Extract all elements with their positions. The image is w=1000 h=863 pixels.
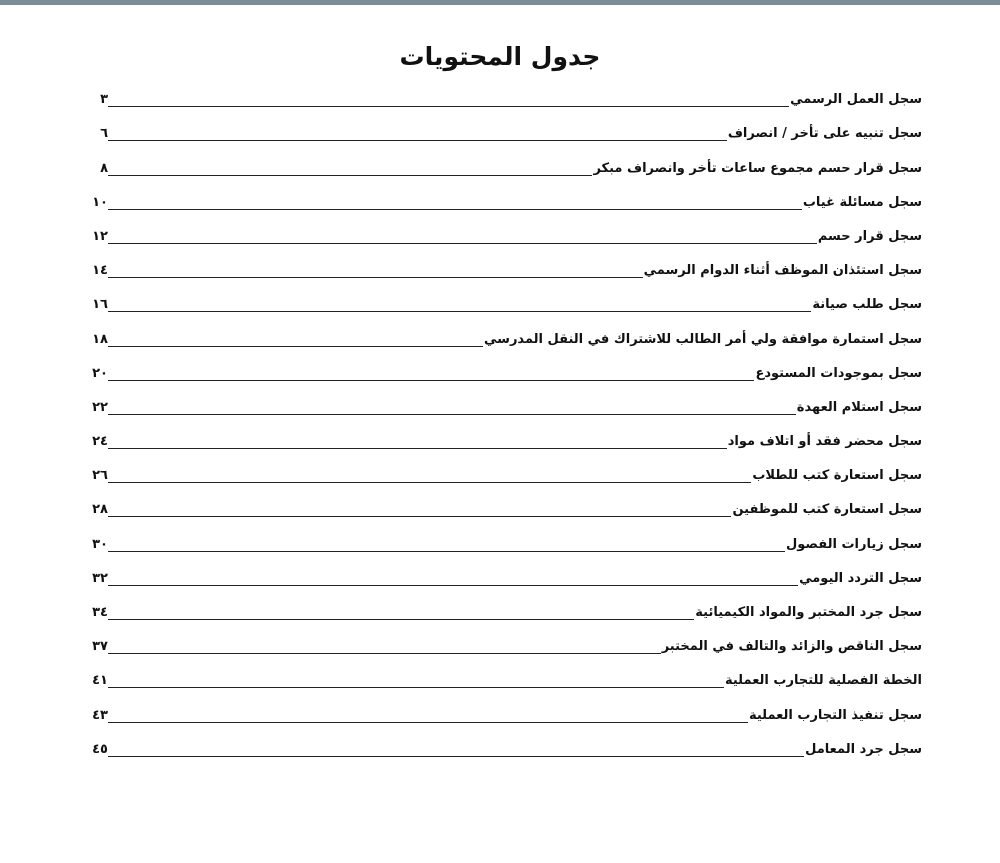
toc-leader-line	[108, 687, 724, 688]
toc-entry-title: الخطة الفصلية للتجارب العملية	[724, 673, 922, 689]
toc-entry-title: سجل استئذان الموظف أثناء الدوام الرسمي	[643, 263, 922, 279]
toc-entry	[80, 285, 922, 319]
toc-leader-line	[108, 209, 802, 210]
toc-entry-title: سجل زيارات الفصول	[786, 536, 922, 552]
toc-entry-title: سجل جرد المعامل	[805, 741, 922, 757]
toc-entry-title: سجل العمل الرسمي	[790, 92, 922, 108]
toc-entry-page-number: ٣	[100, 92, 108, 108]
toc-entry	[80, 524, 922, 558]
toc-entry-page-number: ٢٦	[92, 468, 108, 484]
toc-entry	[80, 319, 922, 353]
toc-entry-title: سجل طلب صيانة	[812, 297, 922, 313]
toc-entry	[80, 422, 922, 456]
top-border-bar	[0, 0, 1000, 5]
toc-entry	[80, 661, 922, 695]
toc-entry-title: سجل استعارة كتب للموظفين	[732, 502, 922, 518]
toc-entry-page-number: ١٨	[92, 331, 108, 347]
toc-entry-page-number: ١٤	[92, 263, 108, 279]
toc-leader-line	[108, 722, 748, 723]
toc-entry-title: سجل قرار حسم مجموع ساعات تأخر وانصراف مبكر	[593, 160, 922, 176]
toc-leader-line	[108, 175, 592, 176]
toc-entry-page-number: ٣٧	[92, 639, 108, 655]
toc-leader-line	[108, 516, 731, 517]
toc-entry-title: سجل استمارة موافقة ولي أمر الطالب للاشتراك في النقل المدرسي	[484, 331, 922, 347]
toc-leader-line	[108, 414, 796, 415]
toc-entry-page-number: ٣٠	[92, 536, 108, 552]
toc-entry	[80, 217, 922, 251]
toc-leader-line	[108, 756, 804, 757]
toc-entry-page-number: ٢٢	[92, 399, 108, 415]
page-title: جدول المحتويات	[399, 42, 601, 71]
toc-entry-page-number: ٨	[100, 160, 108, 176]
toc-leader-line	[108, 140, 727, 141]
toc-entry-page-number: ١٢	[92, 228, 108, 244]
toc-leader-line	[108, 482, 751, 483]
toc-entry	[80, 354, 922, 388]
toc-entry	[80, 695, 922, 729]
toc-leader-line	[108, 585, 798, 586]
toc-entry-title: سجل تنفيذ التجارب العملية	[748, 707, 922, 723]
toc-entry-page-number: ٢٠	[92, 365, 108, 381]
toc-entry	[80, 730, 922, 764]
toc-leader-line	[108, 619, 694, 620]
toc-entry-page-number: ٤١	[92, 673, 108, 689]
toc-leader-line	[108, 380, 754, 381]
toc-entry	[80, 490, 922, 524]
toc-entry-title: سجل قرار حسم	[817, 228, 922, 244]
toc-entry-title: سجل التردد اليومي	[799, 570, 922, 586]
toc-entry	[80, 593, 922, 627]
table-of-contents	[80, 80, 922, 764]
toc-entry	[80, 148, 922, 182]
toc-entry-page-number: ١٠	[92, 194, 108, 210]
toc-leader-line	[108, 551, 785, 552]
toc-entry-page-number: ٣٤	[92, 605, 108, 620]
toc-entry-page-number: ٣٢	[92, 570, 108, 586]
toc-entry-title: سجل مسائلة غياب	[802, 194, 922, 210]
toc-leader-line	[108, 311, 811, 312]
toc-entry-page-number: ٤٣	[92, 707, 108, 723]
toc-entry	[80, 456, 922, 490]
toc-entry	[80, 627, 922, 661]
toc-entry-title: سجل الناقص والزائد والتالف في المختبر	[661, 639, 922, 655]
toc-entry-page-number: ٤٥	[92, 741, 108, 757]
toc-entry	[80, 183, 922, 217]
toc-entry-title: سجل محضر فقد أو اتلاف مواد	[727, 434, 922, 450]
toc-entry	[80, 388, 922, 422]
toc-leader-line	[108, 277, 643, 278]
toc-entry-page-number: ٦	[100, 126, 108, 142]
toc-entry	[80, 251, 922, 285]
toc-entry-title: سجل بموجودات المستودع	[755, 365, 922, 381]
toc-leader-line	[108, 243, 817, 244]
toc-entry	[80, 559, 922, 593]
toc-leader-line	[108, 106, 789, 107]
toc-entry-page-number: ٢٤	[92, 434, 108, 450]
toc-entry-page-number: ١٦	[92, 297, 108, 313]
toc-entry-title: سجل استعارة كتب للطلاب	[752, 468, 922, 484]
toc-entry-page-number: ٢٨	[92, 502, 108, 518]
toc-entry-title: سجل تنبيه على تأخر / انصراف	[727, 126, 922, 142]
toc-entry-title: سجل استلام العهدة	[796, 399, 922, 415]
toc-leader-line	[108, 448, 727, 449]
toc-leader-line	[108, 346, 483, 347]
toc-entry-title: سجل جرد المختبر والمواد الكيميائية	[695, 605, 922, 620]
toc-entry	[80, 80, 922, 114]
toc-leader-line	[108, 653, 661, 654]
toc-entry	[80, 114, 922, 148]
